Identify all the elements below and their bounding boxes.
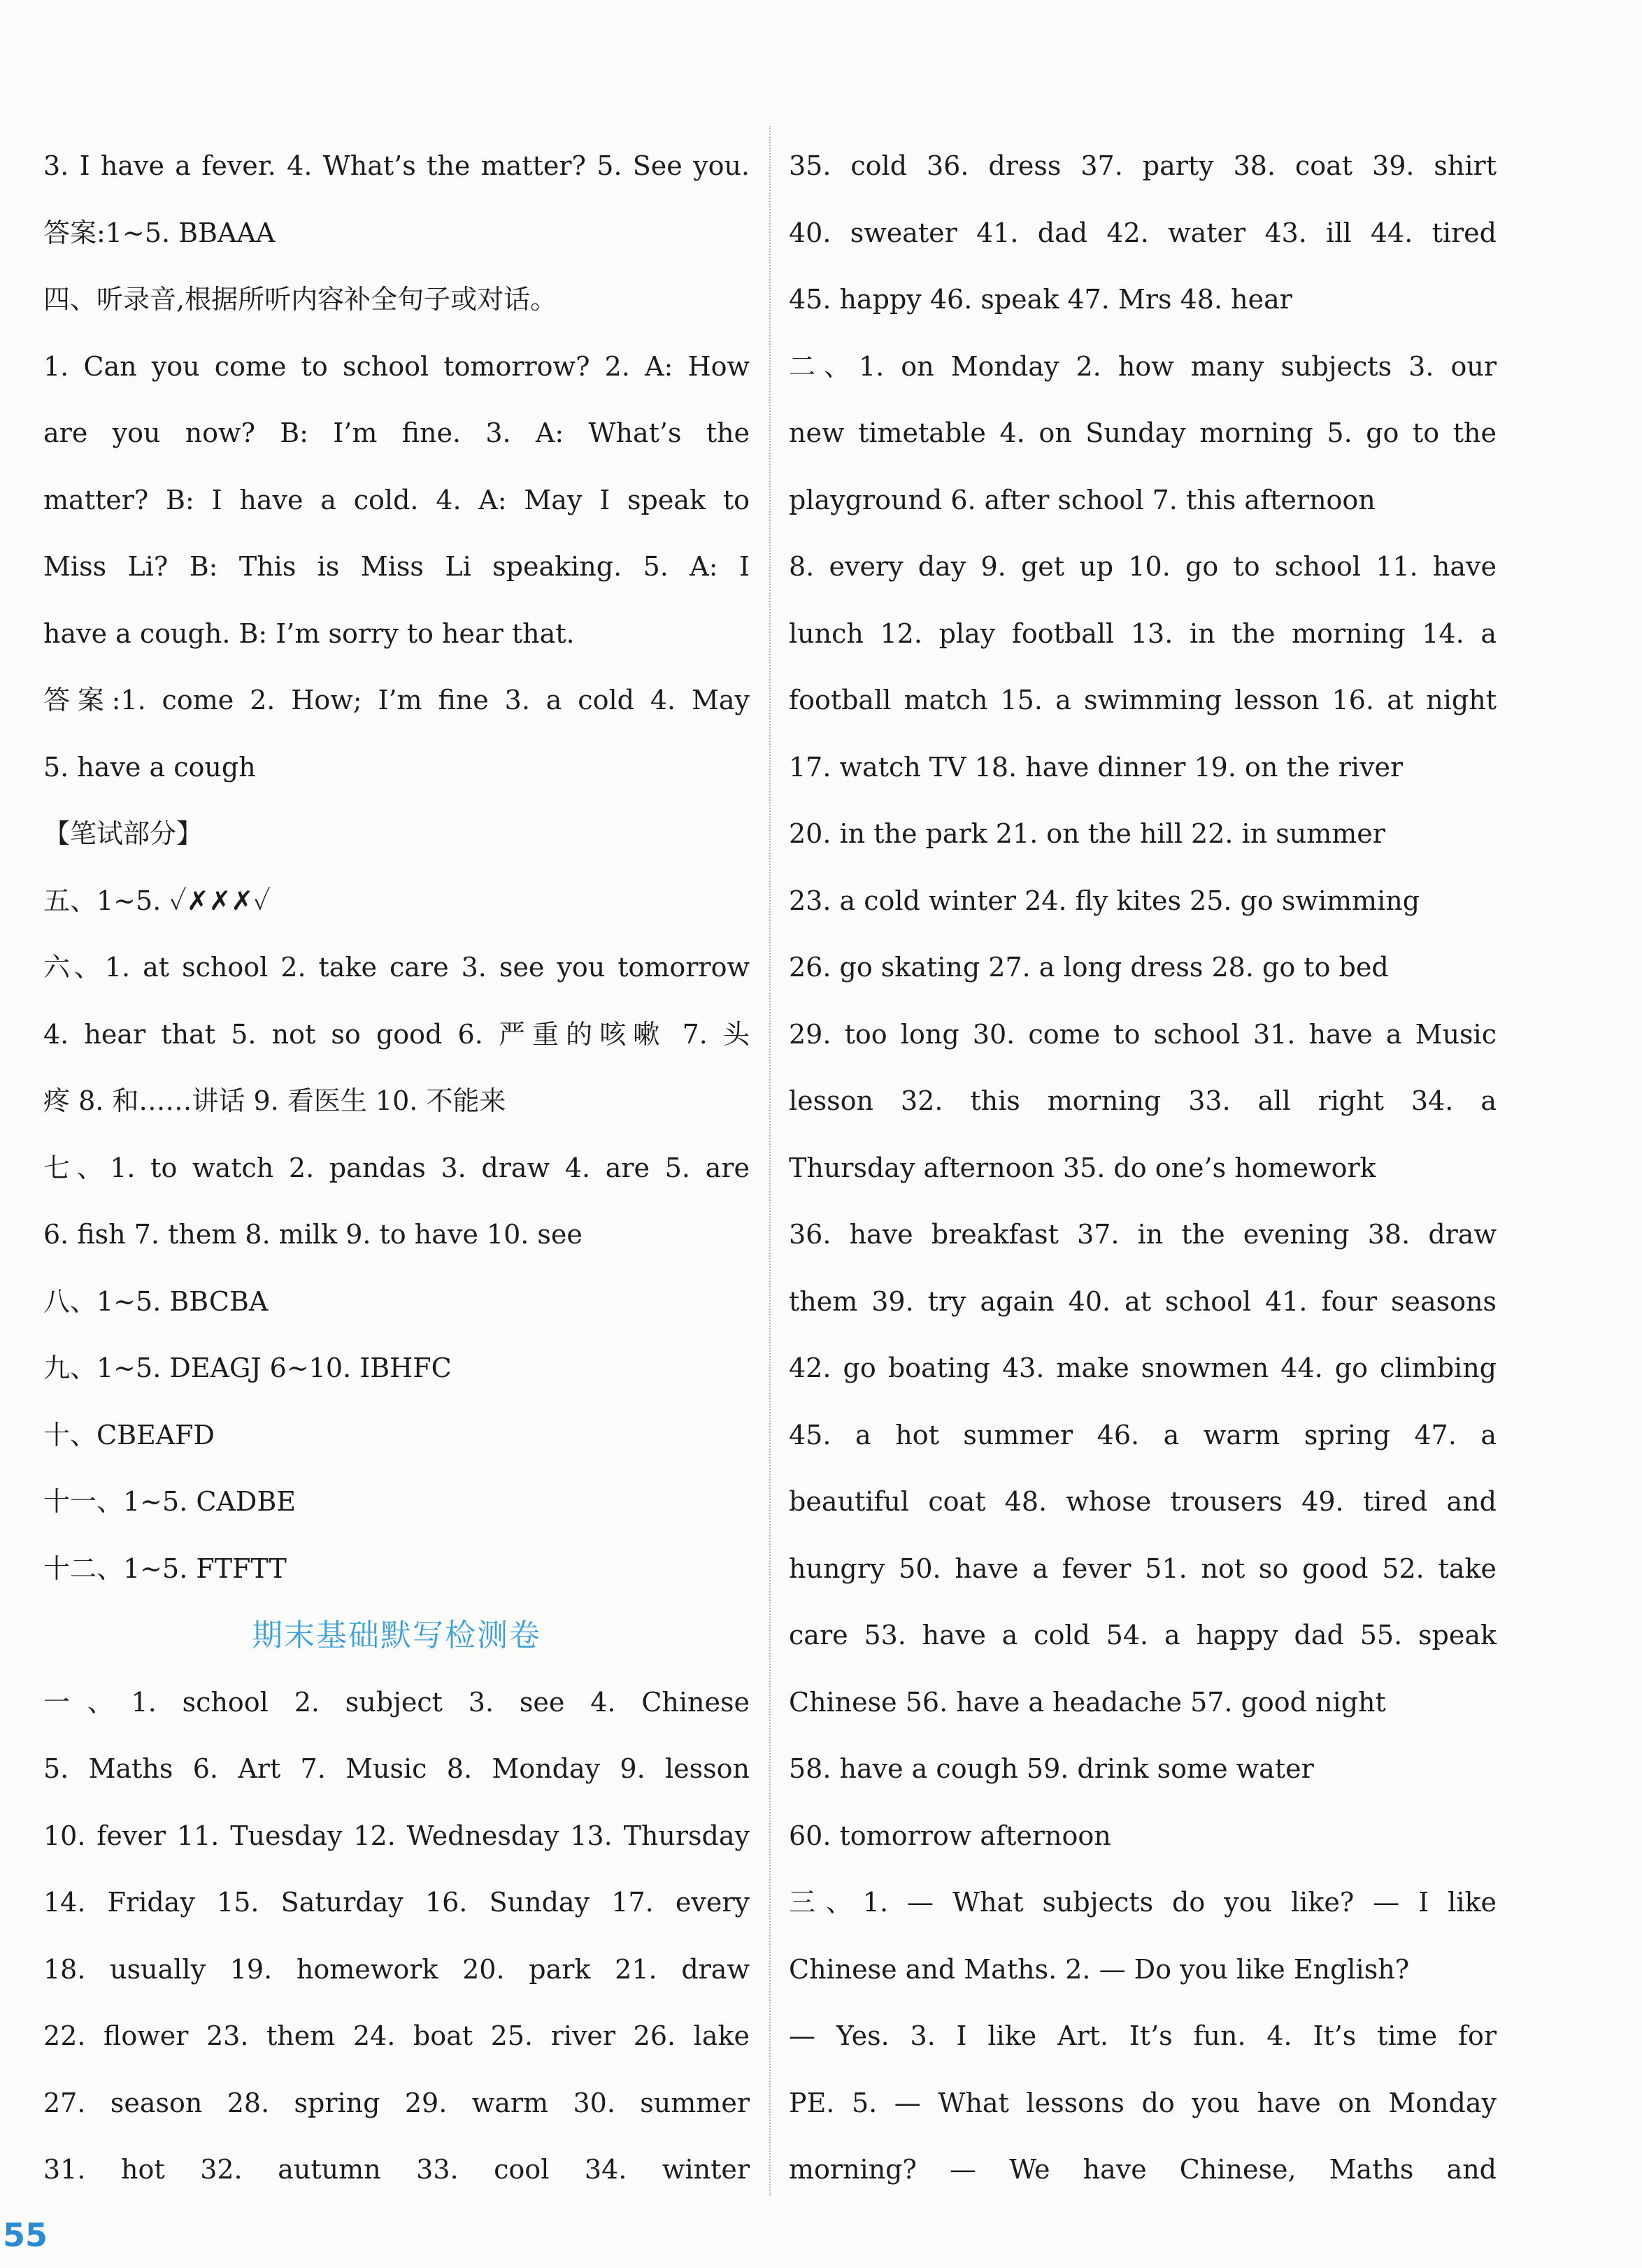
answer-line: 一、1. school 2. subject 3. see 4. Chinese xyxy=(43,1686,750,1718)
answer-line: 26. go skating 27. a long dress 28. go to bed xyxy=(789,952,1389,983)
answer-line: 1. Can you come to school tomorrow? 2. A: How xyxy=(43,350,750,382)
answer-line: 45. happy 46. speak 47. Mrs 48. hear xyxy=(789,284,1292,315)
answer-line: — Yes. 3. I like Art. It’s fun. 4. It’s time for xyxy=(789,2020,1497,2051)
answer-line: 四、听录音,根据所听内容补全句子或对话。 xyxy=(43,284,557,315)
answer-line: 40. sweater 41. dad 42. water 43. ill 44. tired xyxy=(789,217,1497,248)
page-number: 55 xyxy=(3,2216,48,2254)
answer-line: Chinese 56. have a headache 57. good night xyxy=(789,1686,1386,1718)
answer-line: 8. every day 9. get up 10. go to school 11. have xyxy=(789,551,1497,582)
answer-line: Chinese and Maths. 2. — Do you like English? xyxy=(789,1953,1410,1985)
answer-line: 18. usually 19. homework 20. park 21. draw xyxy=(43,1953,750,1985)
answer-line: 20. in the park 21. on the hill 22. in summer xyxy=(789,818,1385,849)
answer-line: them 39. try again 40. at school 41. four seasons xyxy=(789,1285,1497,1317)
column-divider xyxy=(769,126,771,2196)
left-column xyxy=(43,133,750,2204)
answer-line: are you now? B: I’m fine. 3. A: What’s the xyxy=(43,418,750,448)
answer-line: 36. have breakfast 37. in the evening 38. draw xyxy=(789,1219,1497,1250)
answer-line: Thursday afternoon 35. do one’s homework xyxy=(789,1152,1376,1183)
answer-line: 答案:1~5. BBAAA xyxy=(43,217,276,248)
answer-line: 10. fever 11. Tuesday 12. Wednesday 13. Thursday xyxy=(43,1820,750,1851)
answer-line: 60. tomorrow afternoon xyxy=(789,1820,1111,1851)
answer-line: 6. fish 7. them 8. milk 9. to have 10. see xyxy=(43,1219,583,1250)
answer-line: lunch 12. play football 13. in the morning 14. a xyxy=(789,618,1497,649)
answer-line: 【笔试部分】 xyxy=(43,818,204,849)
answer-line: lesson 32. this morning 33. all right 34. a xyxy=(789,1085,1497,1116)
answer-line: morning? — We have Chinese, Maths and xyxy=(789,2154,1497,2185)
answer-line: 35. cold 36. dress 37. party 38. coat 39. shirt xyxy=(789,150,1497,181)
answer-line: 3. I have a fever. 4. What’s the matter? 5. See you. xyxy=(43,150,750,181)
right-column xyxy=(789,133,1497,2204)
answer-line: football match 15. a swimming lesson 16. at night xyxy=(789,685,1497,715)
answer-line: 42. go boating 43. make snowmen 44. go climbing xyxy=(789,1353,1497,1383)
answer-line: 5. Maths 6. Art 7. Music 8. Monday 9. lesson xyxy=(43,1753,750,1784)
answer-line: 29. too long 30. come to school 31. have a Music xyxy=(789,1018,1497,1050)
answer-line: 23. a cold winter 24. fly kites 25. go swimming xyxy=(789,885,1420,916)
answer-line: matter? B: I have a cold. 4. A: May I speak to xyxy=(43,484,750,515)
answer-line: 十一、1~5. CADBE xyxy=(43,1486,297,1517)
answer-line: hungry 50. have a fever 51. not so good 52. take xyxy=(789,1553,1497,1584)
section-heading: 期末基础默写检测卷 xyxy=(252,1618,541,1653)
answer-line: playground 6. after school 7. this afternoon xyxy=(789,484,1376,515)
answer-line: have a cough. B: I’m sorry to hear that. xyxy=(43,618,575,649)
answer-line: 58. have a cough 59. drink some water xyxy=(789,1753,1314,1784)
answer-line: 14. Friday 15. Saturday 16. Sunday 17. every xyxy=(43,1887,750,1918)
answer-line: beautiful coat 48. whose trousers 49. tired and xyxy=(789,1486,1497,1517)
answer-line: 4. hear that 5. not so good 6. 严重的咳嗽 7. 头 xyxy=(43,1018,750,1050)
answer-line: 九、1~5. DEAGJ 6~10. IBHFC xyxy=(43,1353,452,1383)
answer-line: 八、1~5. BBCBA xyxy=(43,1285,269,1317)
answer-line: 十二、1~5. FTFTT xyxy=(43,1553,287,1584)
answer-line: care 53. have a cold 54. a happy dad 55. speak xyxy=(789,1620,1497,1650)
answer-line: 31. hot 32. autumn 33. cool 34. winter xyxy=(43,2154,750,2185)
answer-line: 六、1. at school 2. take care 3. see you tomorrow xyxy=(43,952,750,983)
answer-line: 七、1. to watch 2. pandas 3. draw 4. are 5. are xyxy=(43,1152,750,1183)
answer-line: 45. a hot summer 46. a warm spring 47. a xyxy=(789,1419,1497,1450)
answer-line: 十、CBEAFD xyxy=(43,1419,215,1450)
answer-line: PE. 5. — What lessons do you have on Monday xyxy=(789,2087,1497,2118)
answer-line: 答案:1. come 2. How; I’m fine 3. a cold 4. May xyxy=(43,685,750,715)
answer-line: 5. have a cough xyxy=(43,751,256,783)
answer-line: 22. flower 23. them 24. boat 25. river 26. lake xyxy=(43,2020,750,2051)
answer-line: 二、1. on Monday 2. how many subjects 3. our xyxy=(789,350,1497,382)
answer-line: new timetable 4. on Sunday morning 5. go to the xyxy=(789,418,1497,448)
answer-line: Miss Li? B: This is Miss Li speaking. 5. A: I xyxy=(43,551,750,582)
answer-line: 疼 8. 和……讲话 9. 看医生 10. 不能来 xyxy=(43,1085,506,1116)
answer-line: 三、1. — What subjects do you like? — I like xyxy=(789,1887,1497,1918)
answer-line: 27. season 28. spring 29. warm 30. summer xyxy=(43,2087,750,2118)
answer-line: 五、1~5. ✓✗✗✗✓ xyxy=(43,885,271,916)
answer-line: 17. watch TV 18. have dinner 19. on the river xyxy=(789,751,1404,783)
